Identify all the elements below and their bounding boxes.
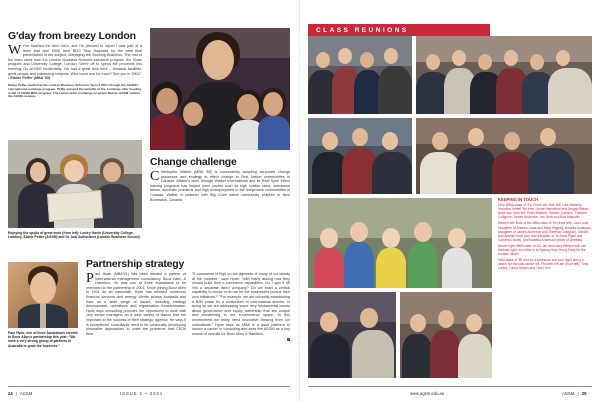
keeping-caption-1: Chip (MBA class of '91) Front row, from left: Lisa Maloney, Veronika Verteil, Ru Kee, Lynne Hannaford and Amgad Batrax. Back row, from left: Peter Wallace, Rowan Johnsen, Theresa Collignon, James Anderson, Ian Scott and Bob Malcolm. — [498, 203, 590, 220]
article2-col2-text: "E-commerce is high on the agendas of many of our clients at the moment," says Hyde, "with many asking how they should build their e-commerce capabilities. Do I spin it off into a separate listed company? Do we build a central capability in-house or do we let the businesses pursue their own initiatives?" "For example, we are currently establishing a B2B portal for a consortium of international airlines. In doing so we are addressing some very fundamental issues about governance and equity ownership that are unique and threatening in the e-commerce space. In this environment we really need innovative thinking from our consultants." Hyde says an MBA is a good platform to launch a career in consulting and sees the AGSM as a key source of recruits for Booz Allen & Hamilton. — [192, 272, 290, 336]
reunion-photo-2 — [416, 36, 592, 114]
article3-dropcap: C — [150, 169, 160, 184]
kids-photo — [308, 198, 492, 288]
london-group-photo — [8, 140, 142, 228]
keeping-caption-3: Above right: MBA class of '83, Ian and Kerry Ballard with Ian Michael right, who flew in to Sydney from Hong Kong for the reunion dinner. — [498, 243, 586, 257]
class-reunions-banner: CLASS REUNIONS — [308, 24, 490, 36]
article3-body — [150, 170, 290, 202]
reunion-photo-1 — [308, 36, 412, 114]
left-footer: 24 | AGSM — [8, 391, 33, 396]
keeping-caption-2: Warren left: Kids of the MBA class of '90 (from left), Liza Lowe (daughter of Andrew Lowe and Mike Higgott), Amrelia Anderson (daughter of James Anderson and Theresa Collignon), Declan and Amelia Scott (son and daughter of Jo-Anne Ryan and Cameron Scott), and Isabella Anderson (sister of Amrelia). — [498, 221, 591, 242]
issue-label: ISSUE 1 • 2001 — [120, 391, 164, 396]
left-magazine-name: AGSM — [19, 391, 33, 396]
site-url: www.agsm.edu.au — [410, 391, 445, 396]
london-photo-caption: Enjoying the spoils of great work (from left): Lesley Gavin (University College, London), Elaine Potter (AGSM) and Dr Judi Sutherland (London Business School). — [8, 231, 141, 240]
keeping-in-touch — [498, 198, 592, 271]
end-mark-icon — [287, 338, 290, 341]
left-footer-rule — [8, 386, 290, 387]
article2-dropcap: P — [86, 271, 94, 286]
article3-headline: Change challenge — [150, 156, 237, 168]
reunion-photo-5 — [308, 292, 396, 378]
article2-col2 — [192, 272, 290, 336]
reunion-photo-6 — [400, 292, 492, 378]
left-page-number: 24 — [8, 391, 13, 396]
article1-dropcap: W — [8, 43, 22, 58]
article1-headline: G'day from breezy London — [8, 30, 136, 42]
article1-text: e've finished the term here, and I'm pleased to report I was part of a team that won £500 from BDO Stoy Hayward for the best final presentation in the subject, Managing the Growing Business. The rest of the team came from the London Business School's executive program, the Sloan program and University College, London. We're off to spend the proceeds this evening. Go AGSM! Incidentally, I've had a great time here – fantastic facilities, great people and interesting subjects. Who could ask for more? See you in 2002." — [8, 44, 142, 76]
article2-col1 — [86, 272, 186, 336]
reunion-photo-3 — [308, 118, 412, 194]
article1-note: Elaine Peffer studied at the London Business School in Term 3 2001 through the AGSM's international exchange program. Peffer enjoyed the benefits of the exchange offer heading in fall of AGSM MBA program. The Leaver-learn exchange program! Below: AGSM student the AGSM campus. — [8, 82, 142, 99]
right-footer: AGSM | 25 — [562, 391, 587, 396]
paul-hyde-photo — [8, 262, 78, 328]
article1-body — [8, 44, 142, 99]
article3-text: hristopher Walker (MBA '88) is successfully adapting corporate change processes and strategy to effect change in First Nation communities in Canada. Walker's work through Walker International and its Real Spirit Effect training programs has helped more youths such as high suicide rates, substance abuse, domestic problems and high unemployment in the Indigenous communities of Canada. Walker is pictured with Big Cove native community children in New Brunswick, Canada. — [150, 170, 290, 202]
article2-headline: Partnership strategy — [86, 258, 185, 270]
right-footer-rule — [308, 386, 592, 387]
paul-hyde-caption: Paul Hyde, one of three Australians elected to Booz Allen's partnership this year: "We have a very strong group of partners in Australia to grow the business." — [8, 331, 78, 348]
keeping-title: KEEPING IN TOUCH — [498, 197, 539, 202]
right-magazine-name: AGSM — [562, 391, 575, 396]
walker-children-photo — [150, 28, 290, 150]
cheque-prop — [47, 190, 103, 222]
right-page — [300, 0, 600, 402]
article2-col1-text: aul Hyde (MBA'91) has been elected a partner of international management consultancy Booz Allen & Hamilton. He was one of three Australians to be promoted to the partnership in 2001. Since joining Booz Allen in 1991 as an associate, Hyde has advised numerous financial services and energy clients across Australia and Asia on a wide range of issues, including strategy development, operations and organisation transformation. Hyde says consulting provides the opportunity to work with very senior managers on a wide variety of issues that are important to the success of their strategic agenda. He says it is exceptional, consultants need to be continually developing innovative approaches to solve the problems that CEOs face. — [86, 272, 186, 336]
reunion-photo-4 — [416, 118, 592, 194]
article1-signature: • Elaine Peffer (MBA '00) — [8, 76, 51, 81]
keeping-caption-4: MBA class of '90 met for a barbecue and tour night along a dinner for the kids above left. Pictured left are (from left): Tony Cairns, David Stokes and Tecki Teo. — [498, 258, 589, 271]
right-page-number: 25 — [581, 391, 587, 396]
